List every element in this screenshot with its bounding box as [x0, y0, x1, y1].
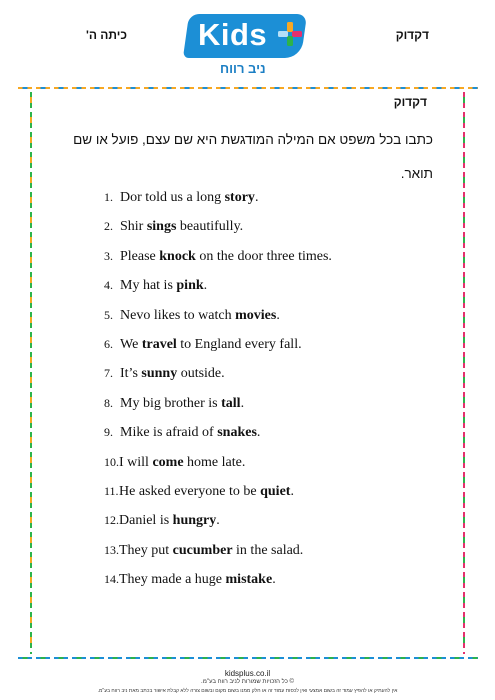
- sentence-text-after: to England every fall.: [176, 336, 302, 352]
- sentence-item: [104, 274, 332, 303]
- sentence-text-after: .: [276, 307, 280, 323]
- sentence-item: [104, 362, 332, 391]
- highlighted-word: hungry: [172, 513, 217, 529]
- sentence-text-before: We: [120, 336, 142, 352]
- sentence-item: [104, 421, 332, 450]
- highlighted-word: quiet: [260, 483, 291, 499]
- sentence-text-before: Nevo likes to watch: [120, 307, 236, 323]
- sentence-number: 11.: [104, 483, 119, 498]
- sentence-number: 4.: [104, 278, 113, 293]
- sentence-text-after: home late.: [183, 454, 246, 470]
- sentence-text-before: Please: [120, 248, 160, 264]
- sentence-number: 12.: [104, 513, 119, 528]
- highlighted-word: knock: [159, 248, 196, 264]
- sentence-number: 1.: [104, 190, 113, 204]
- sentence-number: 6.: [104, 336, 113, 351]
- sentence-text-after: .: [272, 572, 276, 588]
- highlighted-word: sings: [146, 219, 177, 235]
- footer-copyright: © כל הזכויות שמורות לניב רווח בע"מ.: [201, 679, 294, 685]
- sentence-text-after: .: [254, 190, 259, 205]
- sentence-text-after: .: [216, 513, 220, 529]
- sentence-number: 9.: [104, 425, 113, 440]
- sentence-text-after: .: [256, 425, 261, 441]
- sentence-number: 3.: [104, 248, 113, 263]
- header-subject: דקדוק: [395, 28, 429, 42]
- sentence-item: [104, 333, 332, 362]
- sentence-item: [104, 509, 332, 538]
- highlighted-word: story: [224, 190, 255, 205]
- sentence-text-after: .: [240, 395, 245, 411]
- sentence-text-before: My big brother is: [120, 395, 222, 411]
- sentence-number: 7.: [104, 366, 113, 381]
- sentence-number: 5.: [104, 307, 113, 322]
- sentence-text-after: beautifully.: [176, 219, 244, 235]
- sentence-text-before: They put: [119, 542, 173, 558]
- logo-brand-text: Kids: [198, 17, 268, 52]
- sentence-number: 13.: [104, 542, 119, 557]
- sentence-text-before: Dor told us a long: [120, 190, 225, 205]
- highlighted-word: sunny: [141, 366, 178, 382]
- sentence-number: 8.: [104, 395, 113, 410]
- sentence-number: 10.: [104, 454, 119, 469]
- highlighted-word: travel: [141, 336, 177, 352]
- sentence-item: [104, 392, 332, 421]
- worksheet-title: דקדוק: [393, 95, 427, 109]
- sentence-text-after: .: [290, 483, 294, 499]
- sentence-text-after: in the salad.: [232, 542, 304, 558]
- highlighted-word: mistake: [225, 572, 273, 588]
- sentence-text-after: on the door three times.: [195, 248, 332, 264]
- highlighted-word: pink: [176, 278, 204, 294]
- highlighted-word: tall: [221, 395, 241, 411]
- sentence-text-before: Shir: [120, 219, 147, 235]
- header-grade: כיתה ה': [86, 28, 128, 42]
- sentence-number: 14.: [104, 572, 119, 587]
- footer-url: kidsplus.co.il: [224, 669, 271, 678]
- worksheet-instructions: כתבו בכל משפט אם המילה המודגשת היא שם עצם, פועל או שם תואר.: [73, 132, 433, 181]
- sentence-item: [104, 539, 332, 568]
- sentence-text-before: I will: [119, 454, 153, 470]
- footer-legal-notice: אין להעתיק או להפיץ עמוד זה בשום אמצעי ואין לכסות עמוד זה או חלק ממנו בשום מקום ובשום צורה ללא קבלת אישור בכתב מאת ניב רווח בע"מ.: [97, 688, 398, 694]
- highlighted-word: cucumber: [172, 542, 233, 558]
- sentence-text-before: It’s: [120, 366, 142, 382]
- sentence-text-before: He asked everyone to be: [119, 483, 261, 499]
- highlighted-word: movies: [235, 307, 277, 323]
- sentence-number: 2.: [104, 219, 113, 234]
- sentence-text-after: outside.: [177, 366, 225, 382]
- sentence-item: [104, 304, 332, 333]
- sentence-list: [104, 186, 332, 597]
- highlighted-word: snakes: [217, 425, 257, 441]
- sentence-item: [104, 480, 332, 509]
- logo-subtitle: ניב רווח: [220, 61, 266, 76]
- sentence-text-before: They made a huge: [119, 572, 226, 588]
- sentence-text-before: Mike is afraid of: [120, 425, 218, 441]
- sentence-text-before: Daniel is: [119, 513, 173, 529]
- sentence-text-after: .: [203, 278, 208, 294]
- sentence-item: [104, 451, 332, 480]
- sentence-item: [104, 245, 332, 274]
- sentence-item: [104, 568, 332, 597]
- highlighted-word: come: [152, 454, 184, 470]
- sentence-item: [104, 215, 332, 244]
- sentence-text-before: My hat is: [120, 278, 177, 294]
- sentence-item: [104, 186, 332, 215]
